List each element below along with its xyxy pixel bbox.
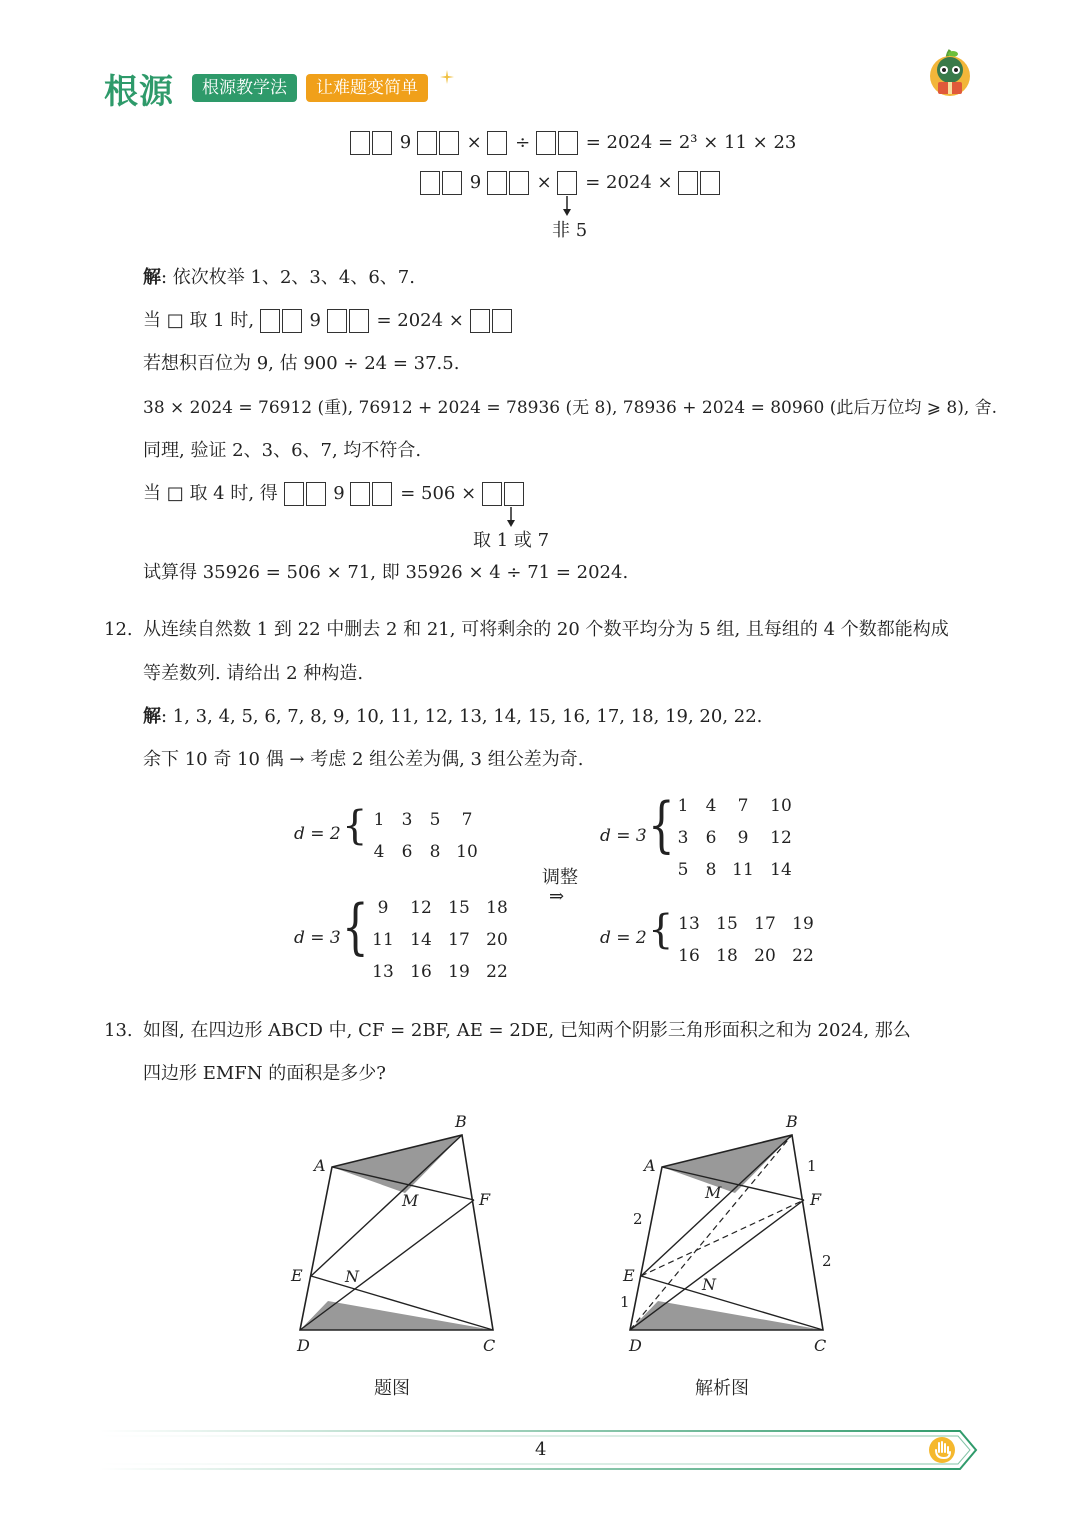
solution-line xyxy=(143,266,415,290)
digit-box xyxy=(372,482,392,506)
equation-rhs: = 2024 × xyxy=(585,172,673,193)
solution-text: 当 □ 取 1 时, xyxy=(143,310,255,331)
digit-box xyxy=(350,482,370,506)
group-label: d = 3 xyxy=(600,826,647,846)
figure-caption: 题图 xyxy=(374,1378,410,1399)
digit-9: 9 xyxy=(469,172,482,193)
digit-box xyxy=(504,482,524,506)
solution-text: : 依次枚举 1、2、3、4、6、7. xyxy=(161,267,415,288)
group-d2-right: d = 2 { 13 15 17 19 16 18 20 22 xyxy=(600,907,814,966)
digit-9: 9 xyxy=(333,483,345,504)
adjust-arrow: ⇒ xyxy=(549,886,565,907)
arrow-note: 非 5 xyxy=(552,220,588,241)
shaded-triangle xyxy=(300,1301,493,1330)
digit-box xyxy=(439,131,459,155)
digit-box xyxy=(700,171,720,195)
brace: { xyxy=(648,907,674,953)
solution-line xyxy=(143,482,526,506)
header-tag-slogan: 让难题变简单 xyxy=(306,74,428,102)
segment-fd xyxy=(300,1200,474,1330)
vertex-label: B xyxy=(786,1112,798,1131)
digit-box xyxy=(536,131,556,155)
digit-box xyxy=(558,131,578,155)
digit-9: 9 xyxy=(399,132,412,153)
question-text: 从连续自然数 1 到 22 中删去 2 和 21, 可将剩余的 20 个数平均分为 5 组, 且每组的 4 个数都能构成 xyxy=(143,619,949,640)
header-tag-method: 根源教学法 xyxy=(192,74,297,102)
question-number: 13. xyxy=(104,1020,133,1041)
mascot-icon xyxy=(922,46,978,102)
brand-logo: 根源 xyxy=(104,72,174,112)
dashed-segment-ef xyxy=(641,1200,804,1276)
arrow-note: 取 1 或 7 xyxy=(473,530,550,551)
digit-box xyxy=(372,131,392,155)
vertex-label: A xyxy=(644,1156,656,1175)
digit-box xyxy=(678,171,698,195)
vertex-label: F xyxy=(479,1190,491,1209)
solution-text: = 2024 × xyxy=(376,310,464,331)
figure-caption: 解析图 xyxy=(695,1378,749,1399)
digit-box xyxy=(327,309,347,333)
problem-figure xyxy=(280,1105,520,1365)
vertex-label: A xyxy=(314,1156,326,1175)
vertex-label: F xyxy=(810,1190,822,1209)
digit-box xyxy=(282,309,302,333)
ratio-label: 2 xyxy=(633,1210,643,1228)
question-number: 12. xyxy=(104,619,133,640)
shaded-triangle xyxy=(662,1135,792,1193)
digit-box xyxy=(442,171,462,195)
question-text: 等差数列. 请给出 2 种构造. xyxy=(143,663,364,684)
solution-line xyxy=(143,309,514,333)
digit-box xyxy=(487,171,507,195)
hand-pointer-icon xyxy=(928,1436,956,1464)
digit-box xyxy=(557,171,577,195)
solution-line: 试算得 35926 = 506 × 71, 即 35926 × 4 ÷ 71 = 2024. xyxy=(143,562,629,583)
solution-line: 余下 10 奇 10 偶 → 考虑 2 组公差为偶, 3 组公差为奇. xyxy=(143,749,584,770)
digit-box xyxy=(509,171,529,195)
vertex-label: B xyxy=(455,1112,467,1131)
vertex-label: M xyxy=(402,1191,419,1210)
top-equation-row2: 9 × = 2024 × xyxy=(420,171,722,195)
digit-box xyxy=(420,171,440,195)
header xyxy=(0,0,1080,120)
digit-box xyxy=(306,482,326,506)
group-d3-left: d = 3 { 9 12 15 18 11 14 17 20 13 16 19 22 xyxy=(294,892,508,982)
vertex-label: M xyxy=(705,1183,722,1202)
brace: { xyxy=(342,892,369,962)
digit-box xyxy=(349,309,369,333)
shaded-triangle xyxy=(332,1135,462,1193)
down-arrow-icon xyxy=(560,196,574,218)
digit-box xyxy=(487,131,507,155)
digit-box xyxy=(260,309,280,333)
page-number: 4 xyxy=(535,1439,547,1460)
solution-label: 解 xyxy=(143,267,161,288)
question-text: 四边形 EMFN 的面积是多少? xyxy=(143,1063,386,1084)
down-arrow-icon xyxy=(504,507,518,529)
solution-text: : 1, 3, 4, 5, 6, 7, 8, 9, 10, 11, 12, 13, 14, 15, 16, 17, 18, 19, 20, 22. xyxy=(161,706,763,727)
group-d2-left: d = 2 { 1 3 5 7 4 6 8 10 xyxy=(294,803,478,862)
shaded-triangle xyxy=(630,1301,823,1330)
adjust-label: 调整 xyxy=(542,867,578,888)
solution-line: 同理, 验证 2、3、6、7, 均不符合. xyxy=(143,440,422,461)
solution-label: 解 xyxy=(143,706,161,727)
question-text: 如图, 在四边形 ABCD 中, CF = 2BF, AE = 2DE, 已知两个阴影三角形面积之和为 2024, 那么 xyxy=(143,1020,911,1041)
vertex-label: D xyxy=(297,1336,310,1355)
digit-box xyxy=(482,482,502,506)
sparkle-icon xyxy=(440,70,454,84)
digit-box xyxy=(284,482,304,506)
group-d3-right: d = 3 { 1 4 7 10 3 6 9 12 5 8 11 14 xyxy=(600,790,792,880)
vertex-label: N xyxy=(702,1275,716,1294)
brace: { xyxy=(648,790,675,860)
solution-line xyxy=(143,705,762,729)
solution-line: 若想积百位为 9, 估 900 ÷ 24 = 37.5. xyxy=(143,353,460,374)
segment-fd xyxy=(630,1200,804,1330)
ratio-label: 2 xyxy=(822,1252,832,1270)
solution-text: = 506 × xyxy=(400,483,477,504)
vertex-label: N xyxy=(345,1267,359,1286)
vertex-label: E xyxy=(623,1266,635,1285)
group-label: d = 2 xyxy=(600,928,647,948)
vertex-label: E xyxy=(291,1266,303,1285)
top-equation-row1: 9 × ÷ = 2024 = 2³ × 11 × 23 xyxy=(350,131,796,155)
vertex-label: C xyxy=(814,1336,827,1355)
vertex-label: D xyxy=(629,1336,642,1355)
group-label: d = 2 xyxy=(294,824,341,844)
digit-box xyxy=(417,131,437,155)
group-label: d = 3 xyxy=(294,928,341,948)
digit-box xyxy=(470,309,490,333)
digit-box xyxy=(492,309,512,333)
solution-figure xyxy=(610,1105,850,1365)
vertex-label: C xyxy=(483,1336,496,1355)
brace: { xyxy=(342,803,368,849)
digit-9: 9 xyxy=(309,310,321,331)
ratio-label: 1 xyxy=(807,1157,817,1175)
solution-text: 当 □ 取 4 时, 得 xyxy=(143,483,278,504)
solution-line: 38 × 2024 = 76912 (重), 76912 + 2024 = 78936 (无 8), 78936 + 2024 = 80960 (此后万位均 ⩾ 8), 舍. xyxy=(143,398,998,418)
equation-rhs: = 2024 = 2³ × 11 × 23 xyxy=(585,132,797,153)
ratio-label: 1 xyxy=(620,1293,630,1311)
digit-box xyxy=(350,131,370,155)
